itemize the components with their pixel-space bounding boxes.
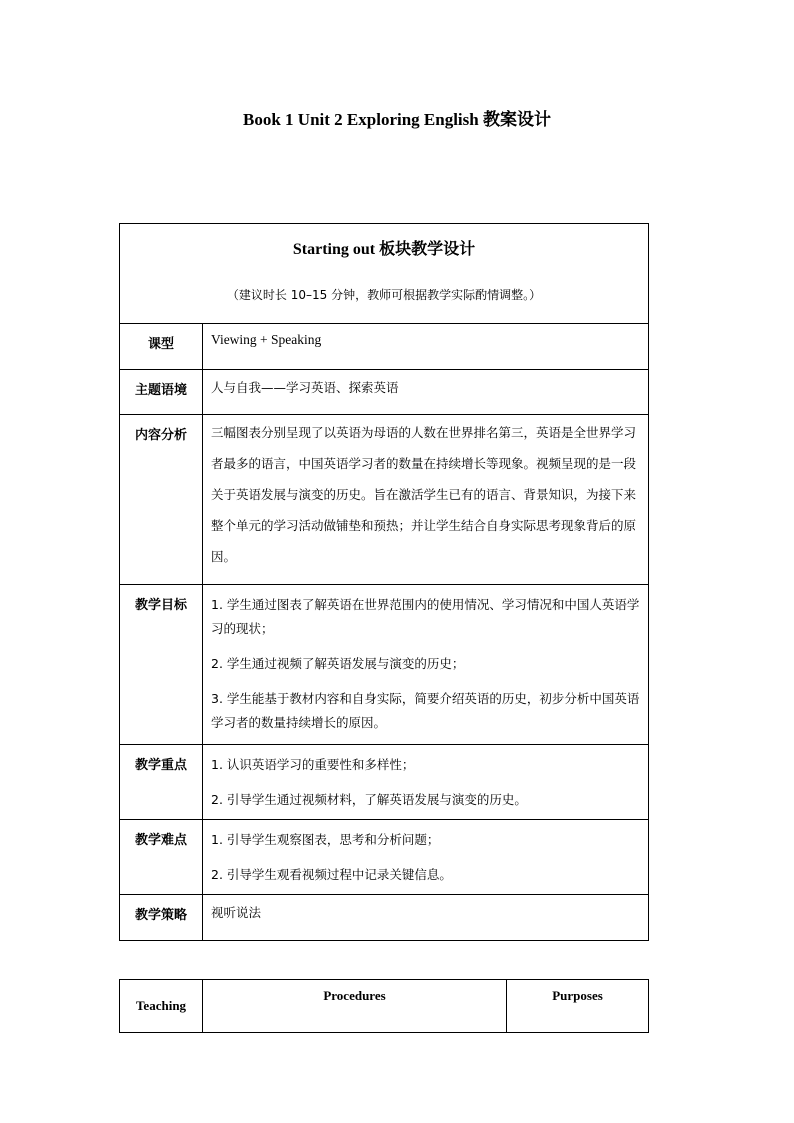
table-row <box>120 415 649 585</box>
row-value-difficulties <box>203 820 649 895</box>
document-title: Book 1 Unit 2 Exploring English 教案设计 <box>243 110 551 129</box>
row-value-key-points <box>203 745 649 820</box>
section-header-cell <box>120 224 649 324</box>
section-title: Starting out 板块教学设计 <box>292 241 476 258</box>
table-row <box>120 585 649 745</box>
table-row <box>120 895 649 941</box>
key-point-item: 1. 认识英语学习的重要性和多样性； <box>211 757 415 772</box>
row-label-analysis: 内容分析 <box>120 415 203 585</box>
row-label-type: 课型 <box>120 324 203 370</box>
key-point-item: 2. 引导学生通过视频材料，了解英语发展与演变的历史。 <box>211 792 527 807</box>
row-value-theme: 人与自我——学习英语、探索英语 <box>203 370 649 415</box>
table-row <box>120 820 649 895</box>
procedures-table <box>119 979 649 1033</box>
section-note: （建议时长 10–15 分钟，教师可根据教学实际酌情调整。） <box>226 288 542 302</box>
row-value-type <box>203 324 649 370</box>
table-row <box>120 745 649 820</box>
row-label-strategy: 教学策略 <box>120 895 203 941</box>
col-header-teaching: Teaching <box>120 980 203 1033</box>
difficulty-item: 2. 引导学生观看视频过程中记录关键信息。 <box>211 867 452 882</box>
table-header-row <box>120 224 649 324</box>
col-header-purposes: Purposes <box>507 980 649 1033</box>
col-header-procedures: Procedures <box>203 980 507 1033</box>
objective-item: 2. 学生通过视频了解英语发展与演变的历史； <box>211 656 465 671</box>
row-label-theme: 主题语境 <box>120 370 203 415</box>
table-row <box>120 324 649 370</box>
lesson-type-value: Viewing + Speaking <box>211 332 322 347</box>
procedures-header-row <box>120 980 649 1033</box>
table-row <box>120 370 649 415</box>
row-value-strategy: 视听说法 <box>203 895 649 941</box>
analysis-text: 三幅图表分别呈现了以英语为母语的人数在世界排名第三，英语是全世界学习者最多的语言，中国英语学习者的数量在持续增长等现象。视频呈现的是一段关于英语发展与演变的历史。旨在激活学生已有的语言、背景知识，为接下来整个单元的学习活动做铺垫和预热；并让学生结合自身实际思考现象背后的原因。 <box>211 425 637 564</box>
row-label-key-points: 教学重点 <box>120 745 203 820</box>
row-label-objectives: 教学目标 <box>120 585 203 745</box>
row-value-objectives <box>203 585 649 745</box>
row-value-analysis <box>203 415 649 585</box>
objective-item: 1. 学生通过图表了解英语在世界范围内的使用情况、学习情况和中国人英语学习的现状； <box>211 597 640 636</box>
objective-item: 3. 学生能基于教材内容和自身实际，简要介绍英语的历史，初步分析中国英语学习者的数量持续增长的原因。 <box>211 691 640 730</box>
row-label-difficulties: 教学难点 <box>120 820 203 895</box>
difficulty-item: 1. 引导学生观察图表，思考和分析问题； <box>211 832 440 847</box>
lesson-plan-table <box>119 223 649 941</box>
